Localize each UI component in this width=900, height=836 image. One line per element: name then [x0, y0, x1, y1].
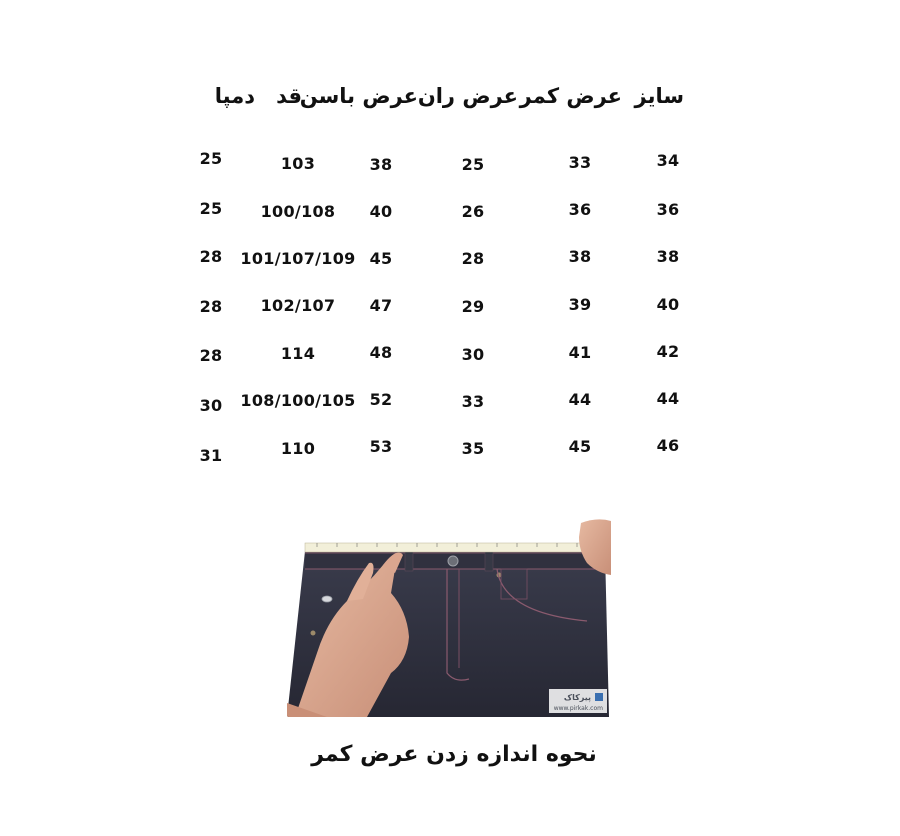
- photo-caption: [0, 742, 900, 767]
- cell-length: 110: [280, 439, 316, 458]
- header-thigh: عرض ران: [417, 84, 518, 108]
- cell-hip: 52: [369, 390, 393, 409]
- cell-waist: 38: [568, 247, 592, 266]
- cell-thigh: 33: [461, 392, 485, 411]
- cell-size: 40: [656, 295, 680, 314]
- cell-hem: 28: [199, 297, 223, 316]
- cell-hip: 40: [369, 202, 393, 221]
- cell-length: 101/107/109: [240, 249, 356, 268]
- cell-waist: 41: [568, 343, 592, 362]
- header-length: قد: [276, 84, 302, 108]
- cell-hem: 25: [199, 149, 223, 168]
- cell-thigh: 28: [461, 249, 485, 268]
- cell-size: 36: [656, 200, 680, 219]
- cell-hip: 45: [369, 249, 393, 268]
- cell-size: 46: [656, 436, 680, 455]
- cell-length: 103: [280, 154, 316, 173]
- cell-hem: 25: [199, 199, 223, 218]
- caption-text: نحوه اندازه زدن عرض کمر: [311, 742, 597, 767]
- cell-size: 34: [656, 151, 680, 170]
- cell-length: 100/108: [260, 202, 336, 221]
- header-hip: عرض باسن: [299, 84, 418, 108]
- cell-thigh: 26: [461, 202, 485, 221]
- header-waist: عرض کمر: [519, 84, 622, 108]
- cell-waist: 36: [568, 200, 592, 219]
- cell-hip: 53: [369, 437, 393, 456]
- cell-hip: 38: [369, 155, 393, 174]
- cell-size: 44: [656, 389, 680, 408]
- waist-measurement-photo: [287, 503, 611, 717]
- cell-waist: 44: [568, 390, 592, 409]
- cell-hem: 28: [199, 346, 223, 365]
- cell-waist: 39: [568, 295, 592, 314]
- watermark-url: www.pirkak.com: [553, 705, 603, 712]
- cell-waist: 45: [568, 437, 592, 456]
- cell-length: 102/107: [260, 296, 336, 315]
- header-hem: دمپا: [214, 84, 255, 108]
- cell-hem: 28: [199, 247, 223, 266]
- cell-hem: 31: [199, 446, 223, 465]
- cell-waist: 33: [568, 153, 592, 172]
- cell-length: 108/100/105: [240, 391, 356, 410]
- cell-thigh: 25: [461, 155, 485, 174]
- cell-hip: 47: [369, 296, 393, 315]
- cell-thigh: 35: [461, 439, 485, 458]
- cell-size: 38: [656, 247, 680, 266]
- cell-hip: 48: [369, 343, 393, 362]
- header-size: سایز: [634, 84, 684, 108]
- cell-hem: 30: [199, 396, 223, 415]
- cell-size: 42: [656, 342, 680, 361]
- cell-thigh: 30: [461, 345, 485, 364]
- cell-length: 114: [280, 344, 316, 363]
- watermark-name: پیرکاک: [563, 693, 591, 702]
- cell-thigh: 29: [461, 297, 485, 316]
